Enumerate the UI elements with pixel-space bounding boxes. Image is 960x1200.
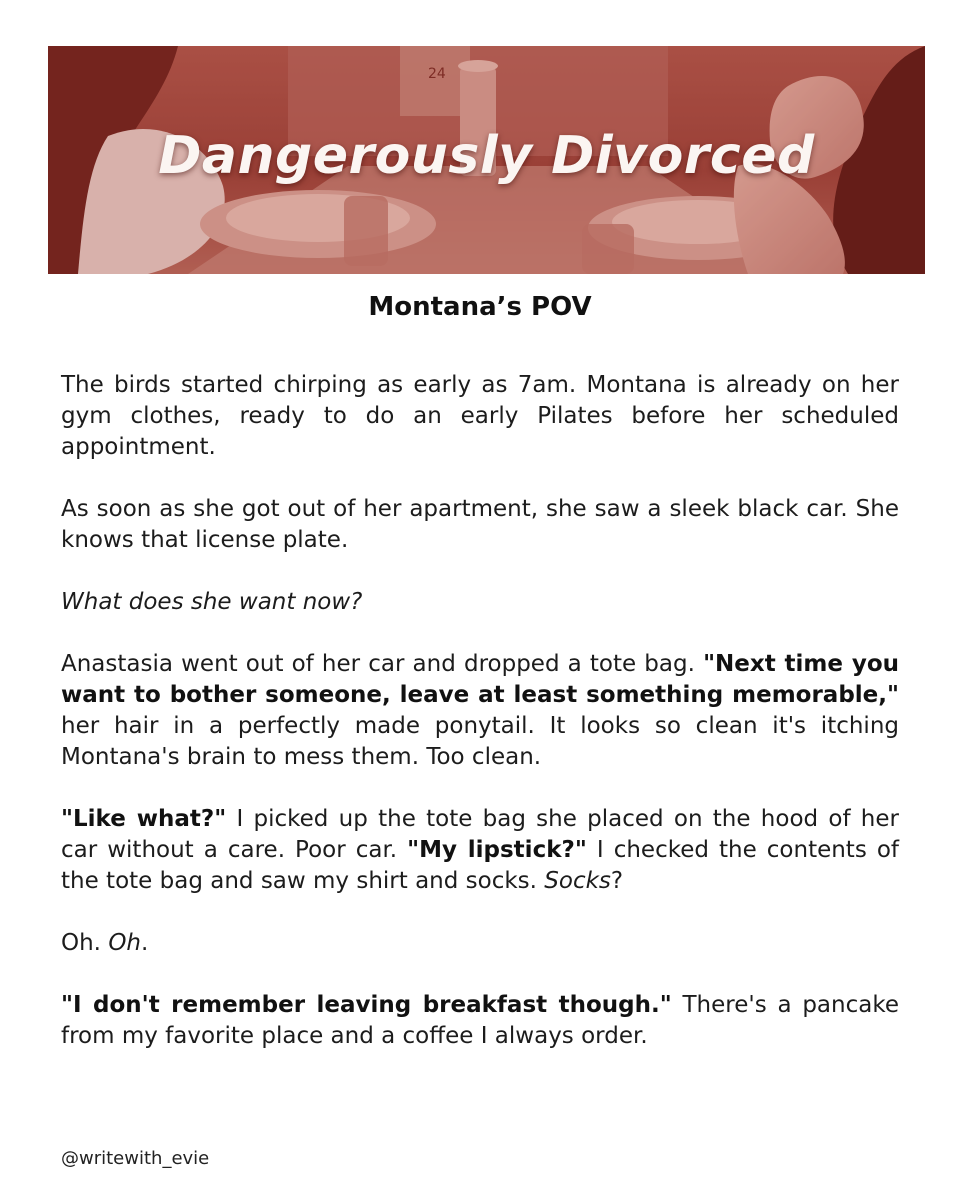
paragraph-5 (61, 804, 899, 897)
paragraph-4 (61, 649, 899, 773)
paragraph-2-text: As soon as she got out of her apartment, she saw a sleek black car. She knows that license plate. (61, 496, 899, 553)
narration: her hair in a perfectly made ponytail. It looks so clean it's itching Montana's brain to mess them. Too clean. (61, 713, 899, 770)
paragraph-1-text: The birds started chirping as early as 7am. Montana is already on her gym clothes, ready to do an early Pilates before her scheduled appointment. (61, 372, 899, 460)
dialogue: "My lipstick?" (407, 837, 587, 863)
narration: There's a pancake from my favorite place and a coffee I always order. (61, 992, 899, 1049)
paragraph-1 (61, 370, 899, 463)
banner-title: Dangerously Divorced (158, 126, 815, 186)
punctuation: . (141, 930, 149, 956)
emphasis: Socks (544, 868, 611, 894)
dialogue: "Next time you want to bother someone, leave at least something memorable," (61, 651, 900, 708)
narration: Oh. (61, 930, 101, 956)
table-number: 24 (428, 66, 446, 82)
story-body (61, 370, 899, 1083)
paragraph-3 (61, 587, 899, 618)
chapter-heading: Montana’s POV (368, 292, 592, 322)
narration: Anastasia went out of her car and dropped a tote bag. (61, 651, 695, 677)
author-handle: @writewith_evie (61, 1148, 210, 1169)
dialogue: "I don't remember leaving breakfast though." (61, 992, 672, 1018)
narration: I picked up the tote bag she placed on the hood of her car without a care. Poor car. (61, 806, 899, 863)
paragraph-7 (61, 990, 899, 1052)
dialogue: "Like what?" (61, 806, 227, 832)
paragraph-2 (61, 494, 899, 556)
punctuation: ? (610, 868, 624, 894)
emphasis: Oh (108, 930, 141, 956)
paragraph-6 (61, 928, 899, 959)
inner-thought: What does she want now? (61, 589, 363, 615)
header-banner (48, 46, 925, 274)
narration: I checked the contents of the tote bag and saw my shirt and socks. (61, 837, 900, 894)
